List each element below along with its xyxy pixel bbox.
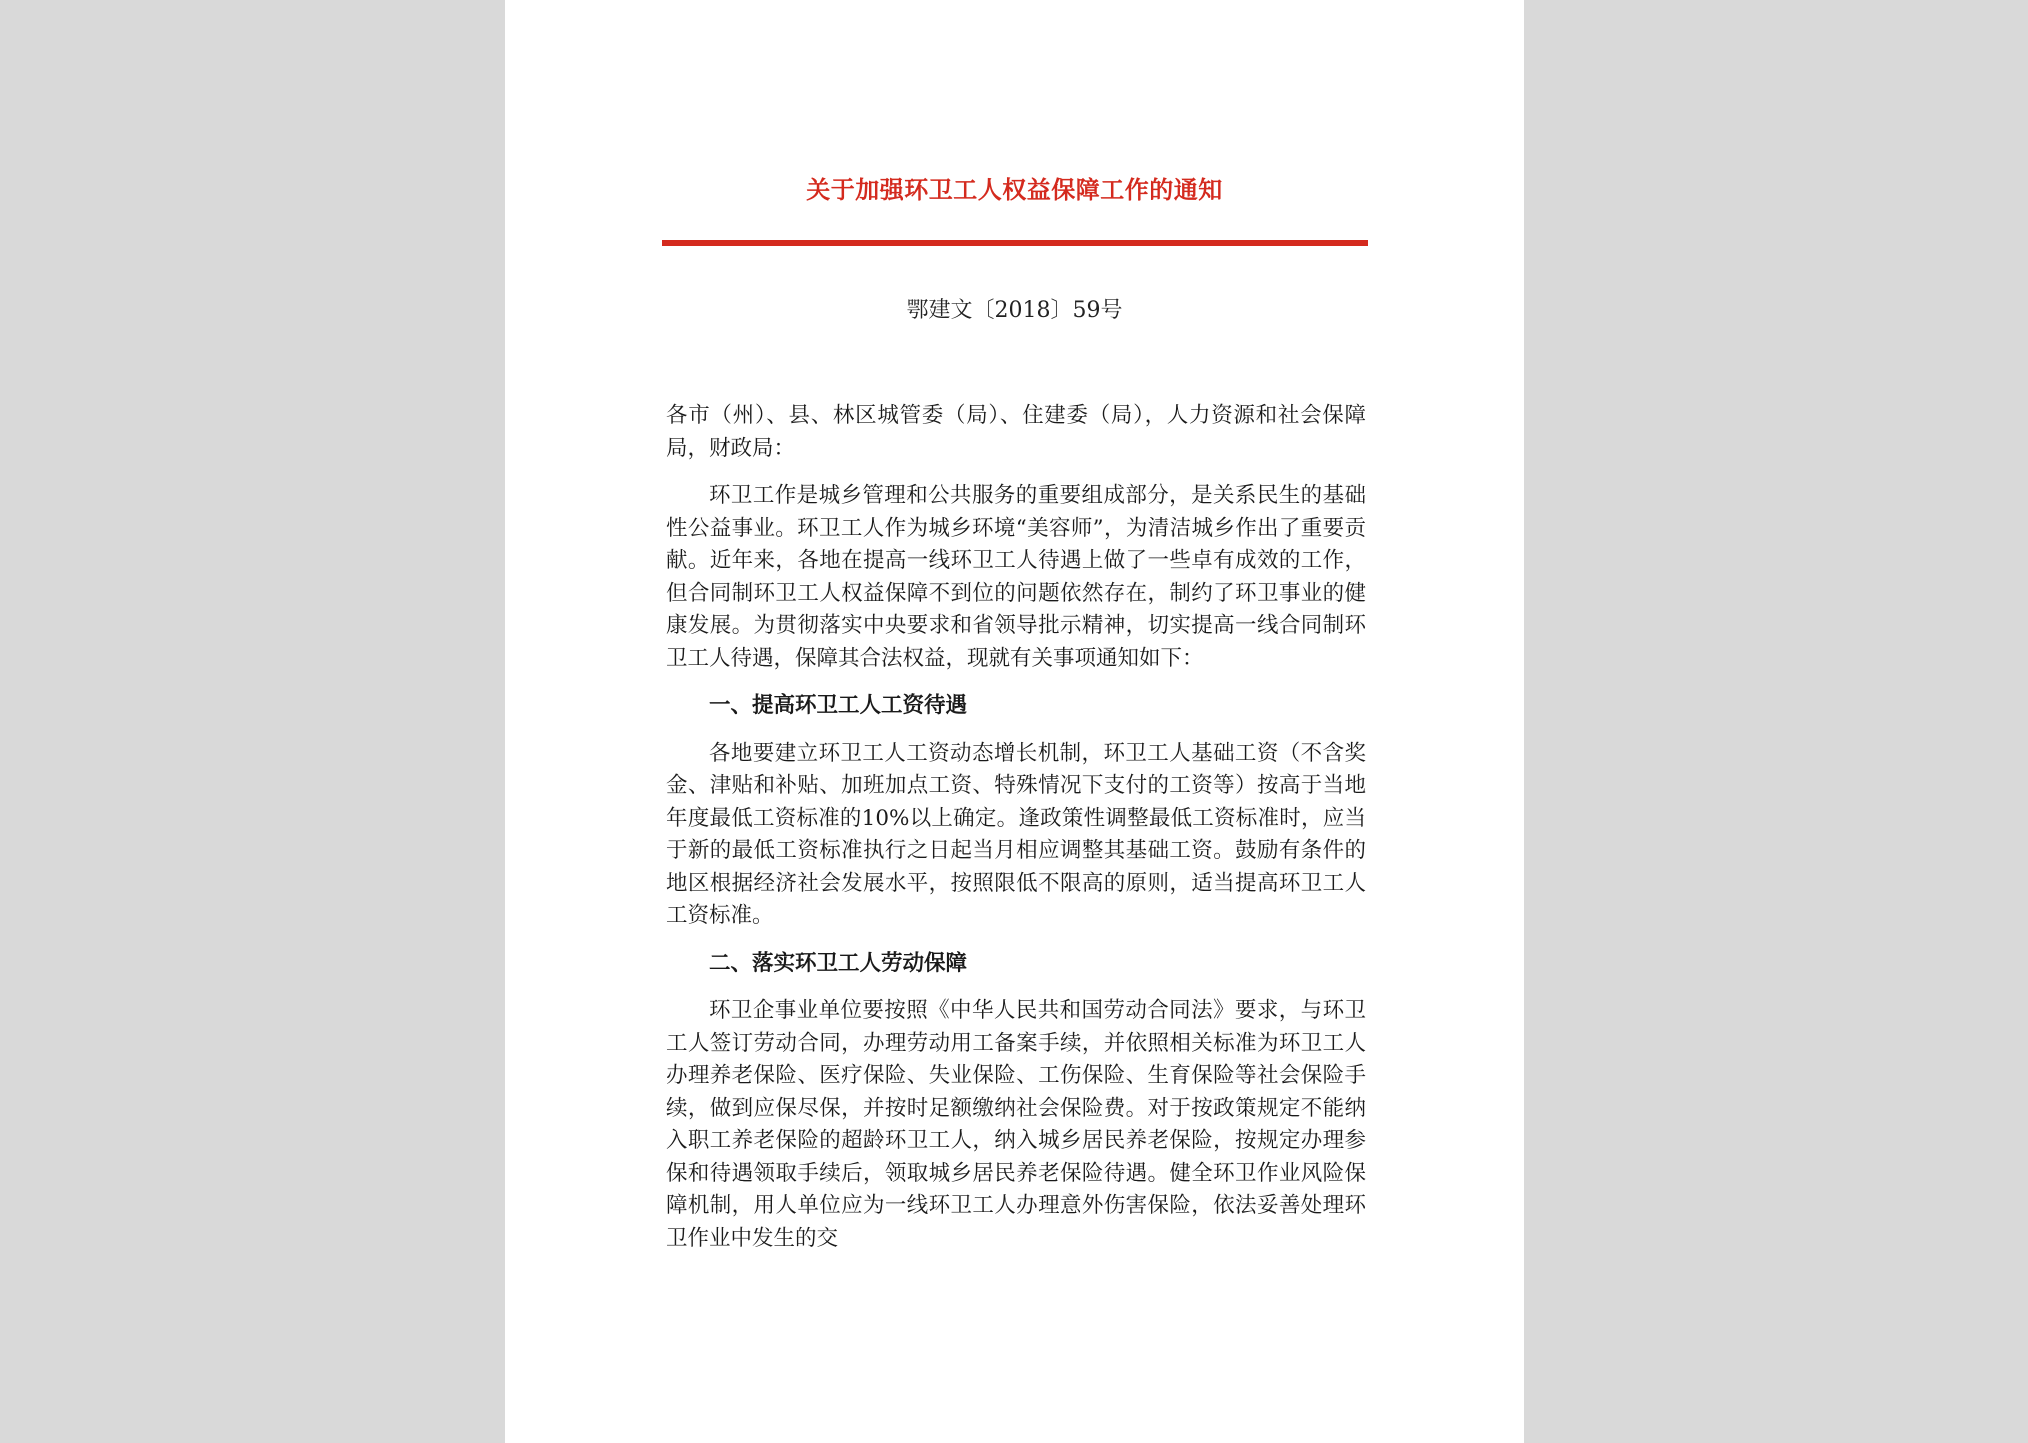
red-header-rule [662, 240, 1368, 246]
salutation: 各市（州）、县、林区城管委（局）、住建委（局），人力资源和社会保障局，财政局： [666, 403, 1366, 461]
document-page [505, 0, 1524, 1443]
document-number: 鄂建文〔2018〕59号 [906, 298, 1123, 323]
section-paragraph: 各地要建立环卫工人工资动态增长机制，环卫工人基础工资（不含奖金、津贴和补贴、加班加点工资、特殊情况下支付的工资等）按高于当地年度最低工资标准的10%以上确定。逢政策性调整最低工资标准时，应当于新的最低工资标准执行之日起当月相应调整其基础工资。鼓励有条件的地区根据经济社会发展水平，按照限低不限高的原则，适当提高环卫工人工资标准。 [666, 740, 1366, 928]
document-title: 关于加强环卫工人权益保障工作的通知 [806, 175, 1223, 204]
section-heading: 二、落实环卫工人劳动保障 [709, 950, 968, 976]
section-paragraph: 环卫企事业单位要按照《中华人民共和国劳动合同法》要求，与环卫工人签订劳动合同，办理劳动用工备案手续，并依照相关标准为环卫工人办理养老保险、医疗保险、失业保险、工伤保险、生育保险等社会保险手续，做到应保尽保，并按时足额缴纳社会保险费。对于按政策规定不能纳入职工养老保险的超龄环卫工人，纳入城乡居民养老保险，按规定办理参保和待遇领取手续后，领取城乡居民养老保险待遇。健全环卫作业风险保障机制，用人单位应为一线环卫工人办理意外伤害保险，依法妥善处理环卫作业中发生的交 [666, 998, 1366, 1251]
intro-paragraph: 环卫工作是城乡管理和公共服务的重要组成部分，是关系民生的基础性公益事业。环卫工人作为城乡环境“美容师”，为清洁城乡作出了重要贡献。近年来，各地在提高一线环卫工人待遇上做了一些卓有成效的工作，但合同制环卫工人权益保障不到位的问题依然存在，制约了环卫事业的健康发展。为贯彻落实中央要求和省领导批示精神，切实提高一线合同制环卫工人待遇，保障其合法权益，现就有关事项通知如下： [666, 483, 1366, 671]
document-body [666, 400, 1366, 1270]
section-heading: 一、提高环卫工人工资待遇 [709, 693, 968, 718]
